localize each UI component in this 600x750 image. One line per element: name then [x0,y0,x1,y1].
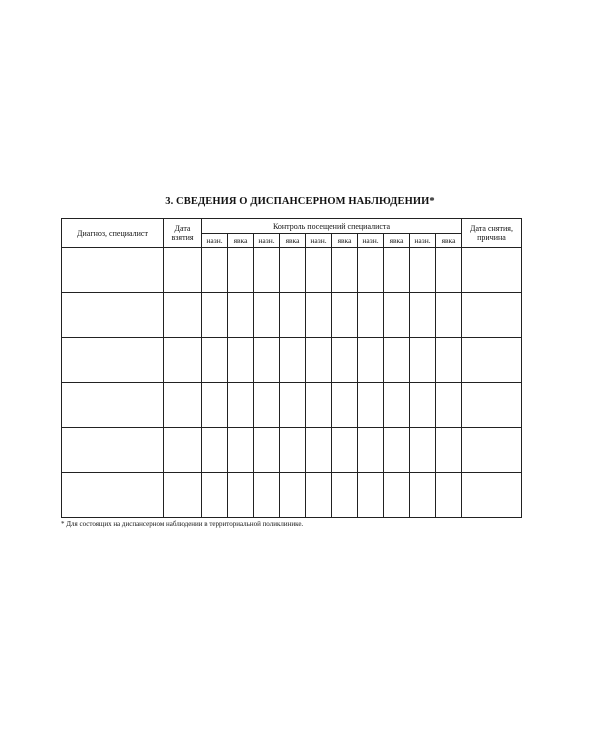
table-cell[interactable] [332,248,358,293]
table-cell[interactable] [358,338,384,383]
table-cell[interactable] [306,473,332,518]
table-cell[interactable] [332,293,358,338]
table-cell[interactable] [410,383,436,428]
header-date-removed: Дата снятия, причина [462,219,522,248]
table-cell[interactable] [62,428,164,473]
subheader-assigned: назн. [410,234,436,248]
table-cell[interactable] [306,248,332,293]
subheader-attendance: явка [384,234,410,248]
dispensary-table [61,218,522,518]
table-cell[interactable] [62,248,164,293]
table-cell[interactable] [410,473,436,518]
table-cell[interactable] [280,248,306,293]
table-cell[interactable] [384,248,410,293]
table-cell[interactable] [332,473,358,518]
table-cell[interactable] [332,428,358,473]
table-cell[interactable] [306,293,332,338]
table-cell[interactable] [462,293,522,338]
table-cell[interactable] [436,428,462,473]
table-cell[interactable] [62,383,164,428]
footnote: * Для состоящих на диспансерном наблюдении в территориальной поликлинике. [61,520,304,528]
table-row [62,428,522,473]
table-cell[interactable] [164,293,202,338]
table-cell[interactable] [164,383,202,428]
table-cell[interactable] [164,248,202,293]
subheader-assigned: назн. [202,234,228,248]
table-cell[interactable] [462,248,522,293]
subheader-assigned: назн. [306,234,332,248]
table-cell[interactable] [332,338,358,383]
table-cell[interactable] [228,473,254,518]
subheader-attendance: явка [332,234,358,248]
table-cell[interactable] [384,293,410,338]
subheader-attendance: явка [228,234,254,248]
table-cell[interactable] [280,293,306,338]
table-cell[interactable] [280,428,306,473]
table-cell[interactable] [462,473,522,518]
table-cell[interactable] [358,473,384,518]
table-cell[interactable] [280,383,306,428]
table-cell[interactable] [228,383,254,428]
table-cell[interactable] [228,428,254,473]
table-cell[interactable] [384,383,410,428]
table-cell[interactable] [436,473,462,518]
subheader-attendance: явка [280,234,306,248]
table-cell[interactable] [410,293,436,338]
table-cell[interactable] [384,473,410,518]
table-cell[interactable] [436,338,462,383]
table-cell[interactable] [306,428,332,473]
table-cell[interactable] [254,383,280,428]
subheader-assigned: назн. [358,234,384,248]
table-cell[interactable] [436,248,462,293]
table-row [62,338,522,383]
table-cell[interactable] [164,338,202,383]
table-cell[interactable] [254,338,280,383]
table-cell[interactable] [280,473,306,518]
table-cell[interactable] [306,338,332,383]
table-cell[interactable] [254,248,280,293]
table-row [62,383,522,428]
table-cell[interactable] [164,473,202,518]
header-visit-control: Контроль посещений специалиста [202,219,462,234]
table-cell[interactable] [254,428,280,473]
table-cell[interactable] [228,338,254,383]
table-cell[interactable] [62,473,164,518]
table-row [62,248,522,293]
table-cell[interactable] [164,428,202,473]
table-cell[interactable] [62,293,164,338]
header-date-taken: Дата взятия [164,219,202,248]
table-cell[interactable] [384,428,410,473]
table-row [62,293,522,338]
table-cell[interactable] [62,338,164,383]
table-cell[interactable] [202,293,228,338]
table-cell[interactable] [410,248,436,293]
table-cell[interactable] [202,473,228,518]
table-cell[interactable] [462,338,522,383]
subheader-attendance: явка [436,234,462,248]
table-cell[interactable] [462,383,522,428]
table-cell[interactable] [202,248,228,293]
table-cell[interactable] [254,473,280,518]
subheader-assigned: назн. [254,234,280,248]
table-cell[interactable] [410,428,436,473]
table-cell[interactable] [280,338,306,383]
table-cell[interactable] [436,383,462,428]
table-cell[interactable] [202,383,228,428]
table-cell[interactable] [358,428,384,473]
table-cell[interactable] [358,293,384,338]
section-title: 3. СВЕДЕНИЯ О ДИСПАНСЕРНОМ НАБЛЮДЕНИИ* [165,196,435,207]
table-cell[interactable] [410,338,436,383]
table-row [62,473,522,518]
table-cell[interactable] [228,248,254,293]
table-cell[interactable] [332,383,358,428]
table-cell[interactable] [228,293,254,338]
table-cell[interactable] [358,383,384,428]
table-cell[interactable] [462,428,522,473]
table-cell[interactable] [306,383,332,428]
table-cell[interactable] [358,248,384,293]
header-diagnosis: Диагноз, специалист [62,219,164,248]
table-cell[interactable] [254,293,280,338]
table-cell[interactable] [436,293,462,338]
table-cell[interactable] [202,428,228,473]
table-cell[interactable] [202,338,228,383]
table-cell[interactable] [384,338,410,383]
